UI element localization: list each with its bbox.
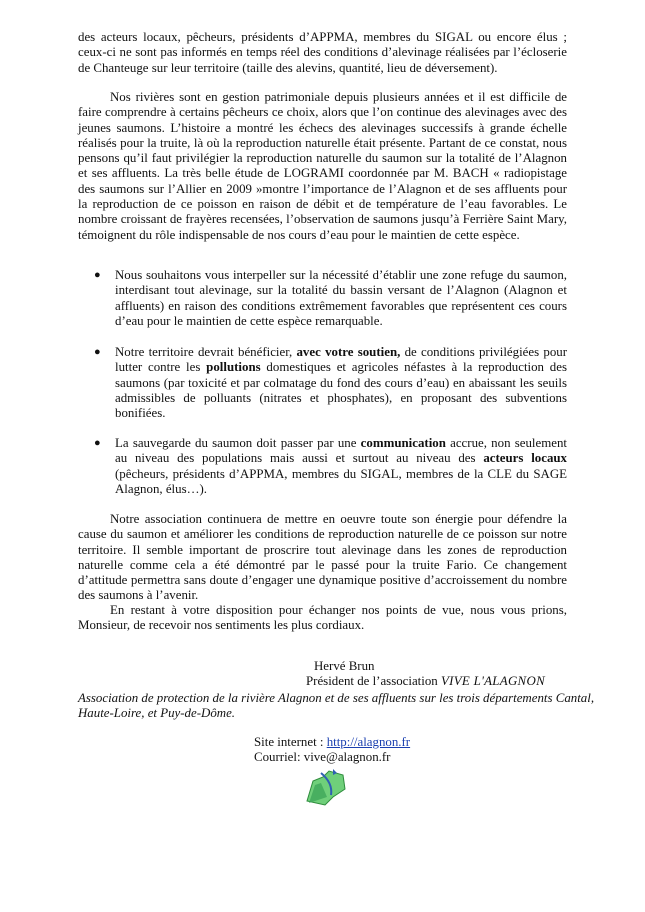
paragraph-rivers: Nos rivières sont en gestion patrimoniale depuis plusieurs années et il est difficile de faire comprendre à certains pêcheurs ce choix, alors que l’on continue des alevinages avec des jeunes saumons. L’histoire a montré les échecs des alevinages successifs à grande échelle réalisés pour la truite, là où la reproduction naturelle était présente. Partant de ce constat, nous pensons qu’il faut privilégier la reproduction naturelle du saumon sur la totalité de l’Alagnon et ses affluents. La très belle étude de LOGRAMI coordonnée par M. BACH « radiopistage des saumons sur l’Allier en 2009 »montre l’importance de l’Alagnon et de ses affluents pour la reproduction de ce poisson en raison de débit et de température de l’eau favorables. Le nombre croissant de frayères recensées, l’observation de saumons jusqu’à Ferrière Saint Mary, témoignent du rôle indispensable de nos cours d’eau pour le maintien de cette espèce. [78,90,567,242]
request-item-pollution: ● Notre territoire devrait bénéficier, avec votre soutien, de conditions privilégiées pour lutter contre les pollutions domestiques et agricoles néfastes à la reproduction des saumons (par toxicité et par colmatage du fond des cours d’eau) en abaissant les seuils admissibles de polluants (nitrates et phosphates), en proposant des subventions bonifiées. [94,345,567,421]
paragraph-closing: En restant à votre disposition pour échanger nos points de vue, nous vous prions, Monsieur, de recevoir nos sentiments les plus cordiaux. [78,603,567,633]
association-description: Association de protection de la rivière Alagnon et de ses affluents sur les trois départements Cantal, Haute-Loire, et Puy-de-Dôme. [78,691,595,721]
request-list-pollution [78,345,567,421]
paragraph-intro: des acteurs locaux, pêcheurs, présidents d’APPMA, membres du SIGAL ou encore élus ; ceux-ci ne sont pas informés en temps réel des conditions d’alevinage réalisées par l’écloserie de Chanteuge sur leur territoire (taille des alevins, quantité, lieu de déversement). [78,30,567,75]
request-list-communication [78,436,567,497]
website-link[interactable]: http://alagnon.fr [326,735,411,749]
website-line: Site internet : http://alagnon.fr [254,735,411,749]
email-line: Courriel: vive@alagnon.fr [254,750,391,764]
paragraph-association: Notre association continuera de mettre en oeuvre toute son énergie pour défendre la cause du saumon et améliorer les conditions de reproduction naturelle de ce poisson sur notre territoire. Il semble important de proscrire tout alevinage dans les zones de reproduction naturelle comme cela a été démontré par le passé pour la truite Fario. Ce changement d’attitude permettra sans doute d’engager une dynamique positive d’accroissement du nombre des saumons à l’avenir. [78,512,567,603]
signatory-role: Président de l’association VIVE L'ALAGNON [306,674,545,688]
bullet-icon: ● [94,437,101,449]
alagnon-logo-icon [303,767,349,809]
request-item-communication: ● La sauvegarde du saumon doit passer par une communication accrue, non seulement au niveau des populations mais aussi et surtout au niveau des acteurs locaux (pêcheurs, présidents d’APPMA, membres du SIGAL, membres de la CLE du SAGE Alagnon, élus…). [94,436,567,496]
bullet-icon: ● [94,346,101,358]
signatory-name: Hervé Brun [314,659,375,673]
bullet-icon: ● [94,269,101,281]
request-list [78,268,567,329]
association-name: VIVE L'ALAGNON [440,674,545,688]
request-item-refuge-zone: ● Nous souhaitons vous interpeller sur la nécessité d’établir une zone refuge du saumon, interdisant tout alevinage, sur la totalité du bassin versant de l’Alagnon (Alagnon et affluents) en raison des conditions extrêmement favorables que représentent ces cours d’eau pour le maintien de cette espèce remarquable. [94,268,567,328]
email-address: vive@alagnon.fr [303,750,391,764]
